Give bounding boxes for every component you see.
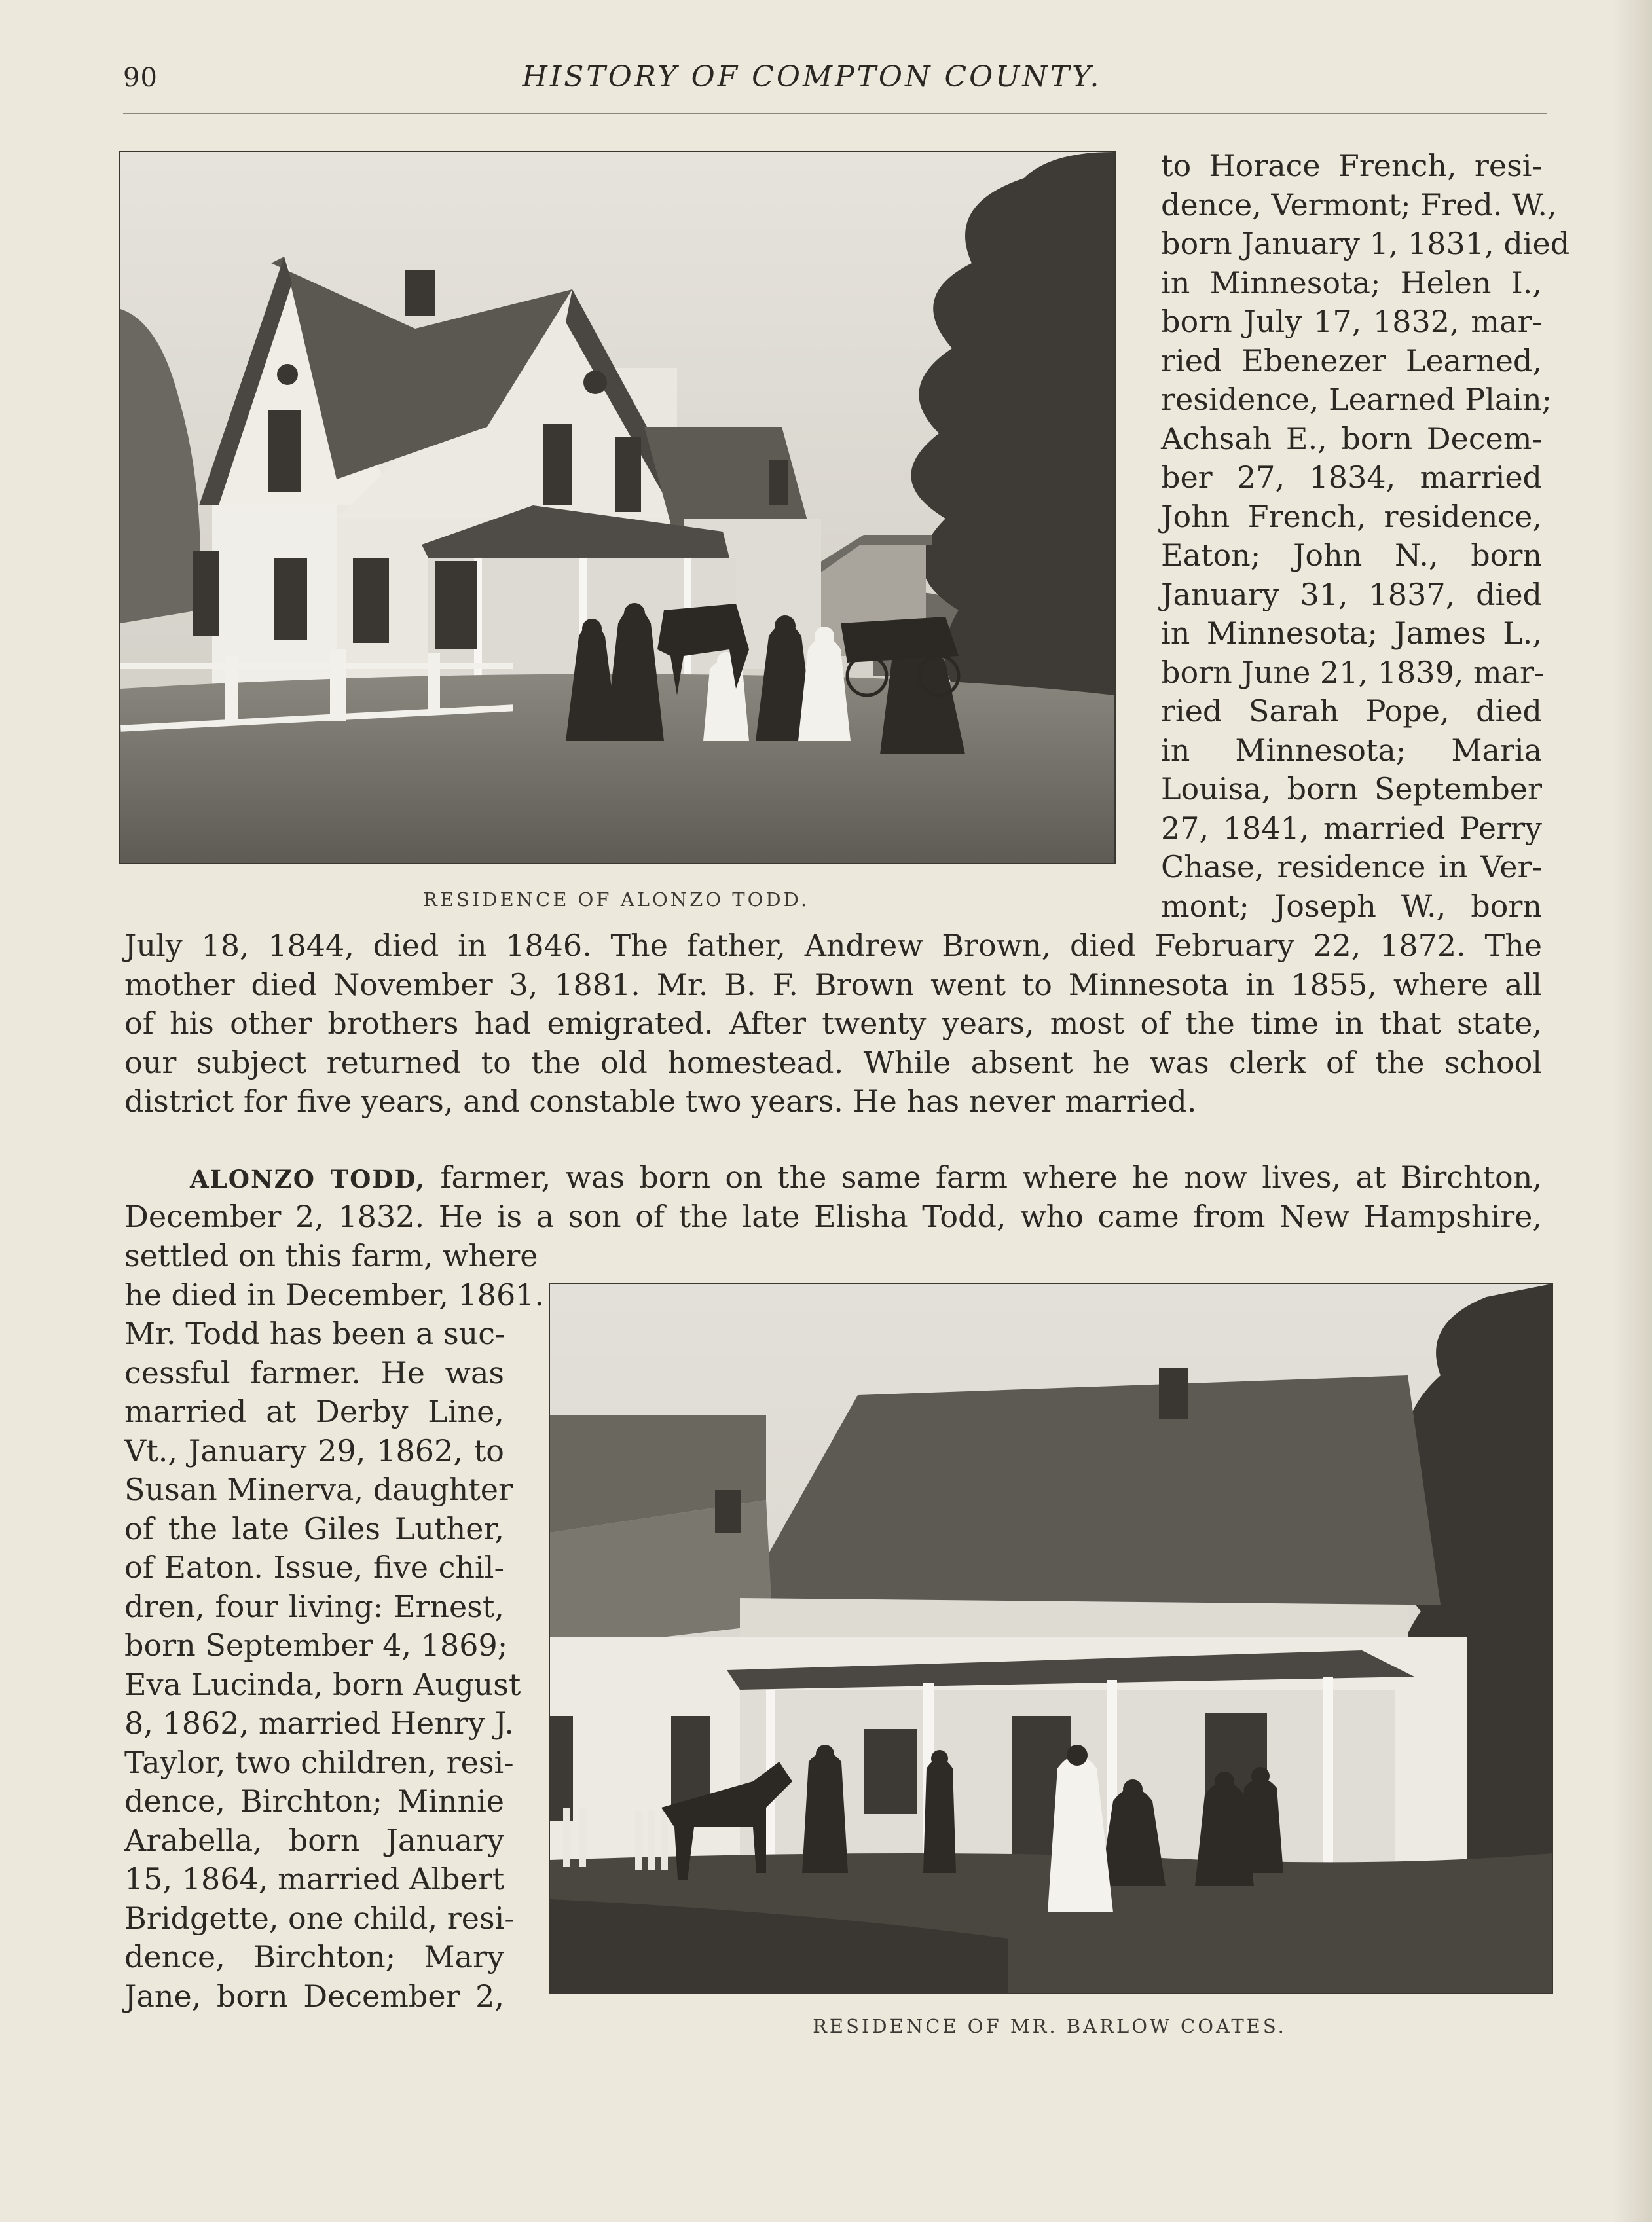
- text-line: Eva Lucinda, born August: [124, 1666, 521, 1702]
- text-line: dence, Birchton; Minnie: [124, 1783, 504, 1819]
- alonzo-todd-paragraph: [124, 1158, 1542, 1236]
- text-line: [124, 1158, 1542, 1197]
- text-line: born June 21, 1839, mar-: [1161, 654, 1545, 690]
- text-line: mont; Joseph W., born: [1161, 888, 1542, 924]
- photo-caption-barlow-coates: RESIDENCE OF MR. BARLOW COATES.: [813, 2015, 1287, 2037]
- text-line: Louisa, born September: [1161, 771, 1542, 807]
- photo-residence-barlow-coates: [549, 1283, 1553, 1994]
- photo-residence-alonzo-todd: [119, 151, 1116, 864]
- text-line: July 18, 1844, died in 1846. The father, Andrew Brown, died February 22, 1872. The: [124, 928, 1542, 963]
- text-line: of his other brothers had emigrated. After twenty years, most of the time in that state,: [124, 1006, 1542, 1041]
- text-line: 27, 1841, married Perry: [1161, 810, 1542, 846]
- text-line: our subject returned to the old homestead. While absent he was clerk of the school: [124, 1044, 1542, 1080]
- text-line: dence, Birchton; Mary: [124, 1939, 504, 1975]
- house-photo-illustration: [550, 1284, 1552, 1993]
- text-line: ried Sarah Pope, died: [1161, 693, 1542, 729]
- text-line: Taylor, two children, resi-: [124, 1744, 514, 1780]
- text-line: ber 27, 1834, married: [1161, 460, 1542, 495]
- text-line: Bridgette, one child, resi-: [124, 1900, 515, 1936]
- text-line: to Horace French, resi-: [1161, 148, 1542, 183]
- left-column-text: [124, 1237, 545, 2016]
- text-line: December 2, 1832. He is a son of the late Elisha Todd, who came from New Hampshire,: [124, 1198, 1542, 1234]
- text-line: Susan Minerva, daughter: [124, 1472, 513, 1507]
- text-line: Arabella, born January: [124, 1822, 504, 1858]
- text-line: born September 4, 1869;: [124, 1628, 508, 1663]
- text-fragment: farmer, was born on the same farm where he now lives, at Birchton,: [440, 1159, 1542, 1195]
- text-line: he died in December, 1861.: [124, 1277, 545, 1313]
- text-line: Chase, residence in Ver-: [1161, 849, 1542, 884]
- text-line: born January 1, 1831, died: [1161, 226, 1570, 261]
- header-rule: [123, 113, 1547, 114]
- text-line: John French, residence,: [1161, 498, 1542, 534]
- text-line: district for five years, and constable two years. He has never married.: [124, 1084, 1197, 1119]
- right-column-text: [1161, 147, 1570, 926]
- photo-caption-alonzo-todd: RESIDENCE OF ALONZO TODD.: [422, 888, 810, 911]
- text-line: January 31, 1837, died: [1161, 576, 1542, 612]
- text-line: Vt., January 29, 1862, to: [124, 1432, 504, 1468]
- text-line: residence, Learned Plain;: [1161, 382, 1552, 417]
- text-line: married at Derby Line,: [124, 1394, 504, 1429]
- text-line: 8, 1862, married Henry J.: [124, 1705, 514, 1741]
- text-line: in Minnesota; Helen I.,: [1161, 264, 1542, 301]
- text-line: settled on this farm, where: [124, 1238, 538, 1273]
- running-title: HISTORY OF COMPTON COUNTY.: [522, 60, 1102, 94]
- page-number: 90: [123, 63, 158, 93]
- text-line: Mr. Todd has been a suc-: [124, 1316, 505, 1351]
- text-line: Eaton; John N., born: [1161, 537, 1542, 573]
- text-line: mother died November 3, 1881. Mr. B. F. Brown went to Minnesota in 1855, where all: [124, 966, 1542, 1002]
- text-line: of the late Giles Luther,: [124, 1510, 504, 1546]
- text-line: ried Ebenezer Learned,: [1161, 342, 1542, 378]
- text-line: dren, four living: Ernest,: [124, 1588, 504, 1624]
- text-line: Achsah E., born Decem-: [1161, 420, 1542, 456]
- text-line: of Eaton. Issue, five chil-: [124, 1550, 504, 1585]
- text-line: cessful farmer. He was: [124, 1355, 504, 1391]
- person-name: ALONZO TODD,: [190, 1165, 426, 1193]
- text-line: 15, 1864, married Albert: [124, 1861, 505, 1897]
- text-line: dence, Vermont; Fred. W.,: [1161, 187, 1557, 223]
- text-line: in Minnesota; Maria: [1161, 732, 1542, 768]
- house-photo-illustration: [120, 152, 1114, 863]
- brown-paragraph-continuation: [124, 926, 1542, 1121]
- text-line: born July 17, 1832, mar-: [1161, 304, 1542, 339]
- text-line: Jane, born December 2,: [124, 1978, 504, 2014]
- text-line: in Minnesota; James L.,: [1161, 615, 1542, 651]
